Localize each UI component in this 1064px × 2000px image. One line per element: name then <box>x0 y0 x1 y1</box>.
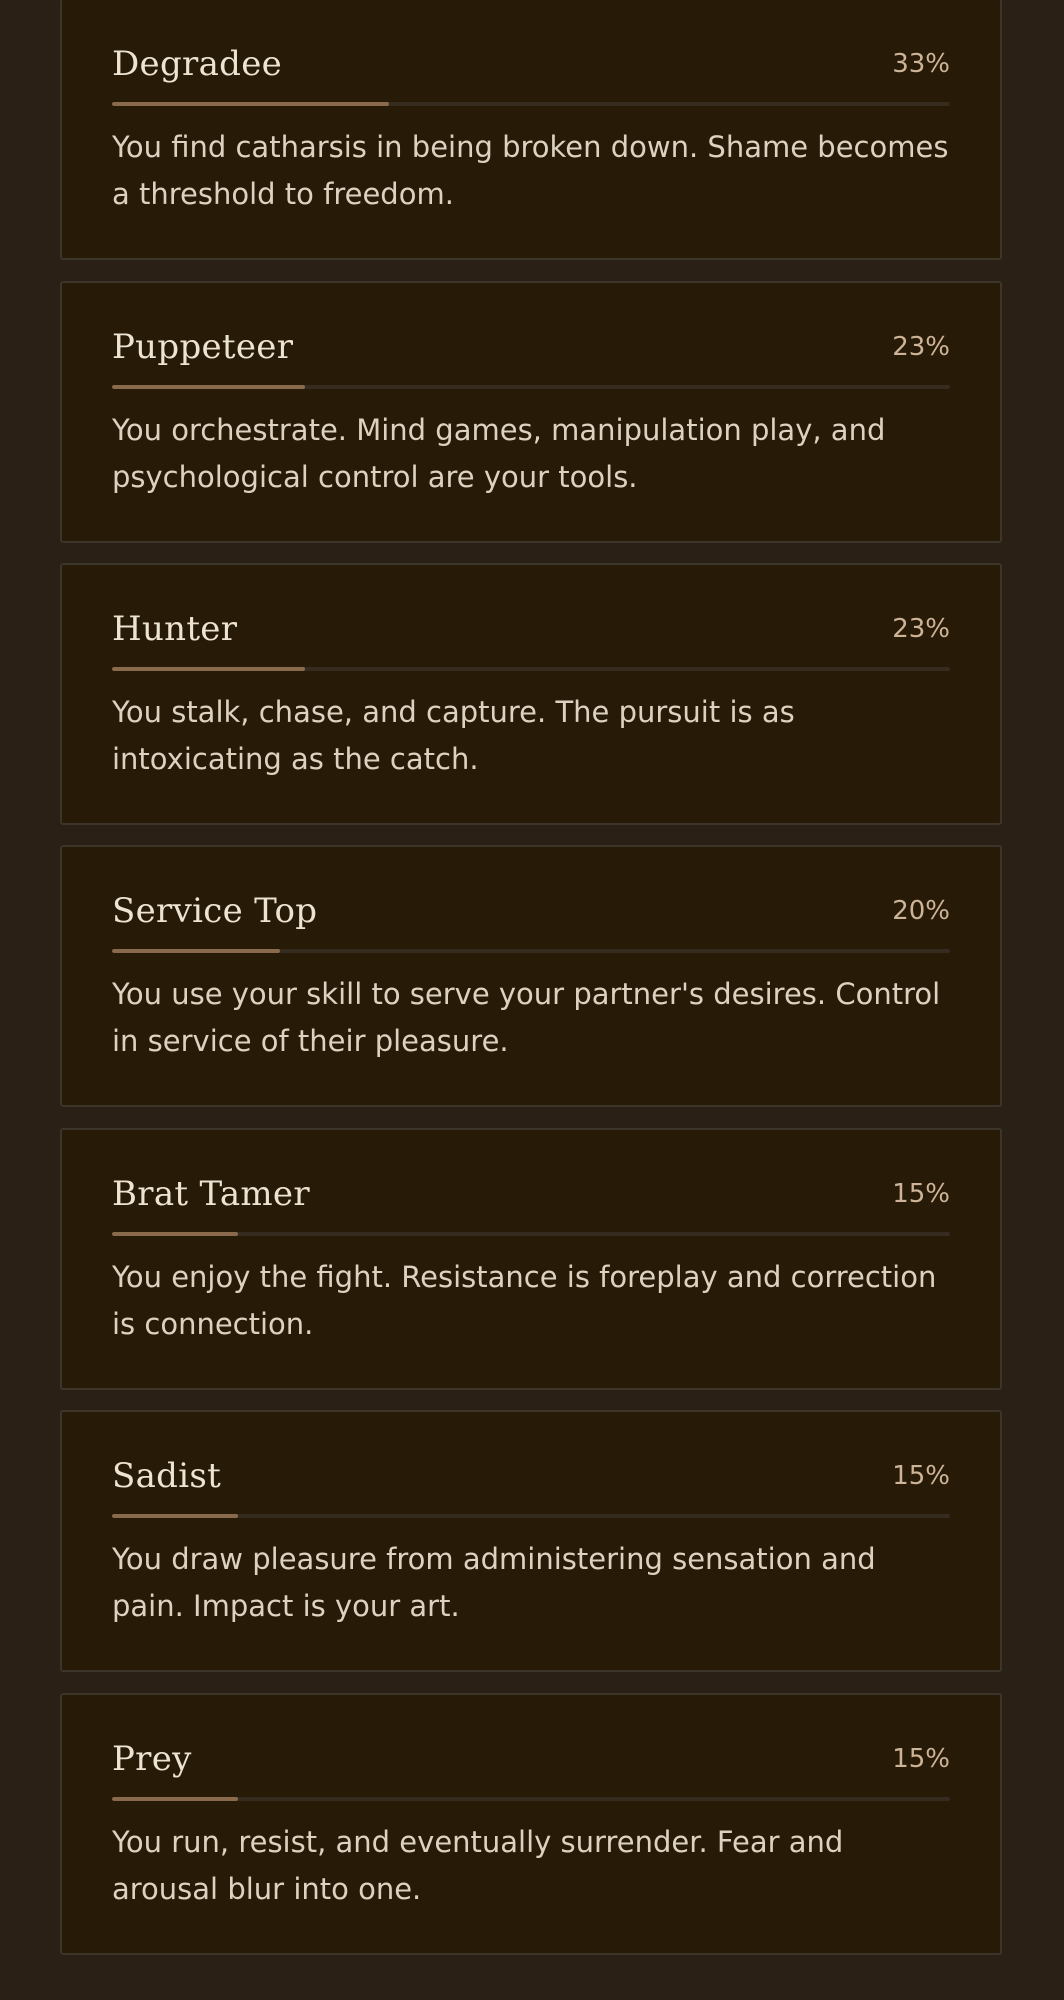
progress-bar-track <box>112 102 950 106</box>
result-percent: 20% <box>892 896 950 926</box>
progress-bar-track <box>112 1232 950 1236</box>
result-description: You orchestrate. Mind games, manipulation play, and psychological control are your tools. <box>112 413 886 494</box>
result-card-brat-tamer <box>60 1128 1002 1390</box>
progress-bar-fill <box>112 949 280 953</box>
card-header <box>112 889 950 933</box>
progress-bar-fill <box>112 1232 238 1236</box>
result-percent: 23% <box>892 332 950 362</box>
progress-bar-track <box>112 1797 950 1801</box>
result-name: Prey <box>112 1739 192 1779</box>
card-header <box>112 325 950 369</box>
result-card-puppeteer <box>60 281 1002 543</box>
result-description: You enjoy the fight. Resistance is foreplay and correction is connection. <box>112 1260 937 1341</box>
result-percent: 15% <box>892 1179 950 1209</box>
progress-bar-fill <box>112 1797 238 1801</box>
result-name: Degradee <box>112 44 283 84</box>
result-description: You run, resist, and eventually surrender. Fear and arousal blur into one. <box>112 1825 844 1906</box>
result-name: Sadist <box>112 1456 222 1496</box>
result-card-service-top <box>60 845 1002 1107</box>
result-percent: 33% <box>892 49 950 79</box>
result-description: You stalk, chase, and capture. The pursuit is as intoxicating as the catch. <box>112 695 795 776</box>
progress-bar-fill <box>112 385 305 389</box>
card-header <box>112 42 950 86</box>
result-description: You draw pleasure from administering sensation and pain. Impact is your art. <box>112 1542 876 1623</box>
result-percent: 15% <box>892 1744 950 1774</box>
card-header <box>112 1737 950 1781</box>
card-header <box>112 1454 950 1498</box>
result-description: You find catharsis in being broken down. Shame becomes a threshold to freedom. <box>112 130 949 211</box>
result-name: Service Top <box>112 891 318 931</box>
progress-bar-track <box>112 949 950 953</box>
result-percent: 15% <box>892 1461 950 1491</box>
progress-bar-track <box>112 1514 950 1518</box>
result-card-sadist <box>60 1410 1002 1672</box>
progress-bar-track <box>112 667 950 671</box>
result-card-prey <box>60 1693 1002 1955</box>
result-card-degradee <box>60 0 1002 260</box>
progress-bar-fill <box>112 1514 238 1518</box>
result-name: Hunter <box>112 609 238 649</box>
card-header <box>112 607 950 651</box>
result-card-hunter <box>60 563 1002 825</box>
progress-bar-track <box>112 385 950 389</box>
progress-bar-fill <box>112 102 389 106</box>
result-description: You use your skill to serve your partner's desires. Control in service of their pleasure. <box>112 977 941 1058</box>
result-name: Puppeteer <box>112 327 294 367</box>
progress-bar-fill <box>112 667 305 671</box>
card-header <box>112 1172 950 1216</box>
result-percent: 23% <box>892 614 950 644</box>
result-name: Brat Tamer <box>112 1174 310 1214</box>
